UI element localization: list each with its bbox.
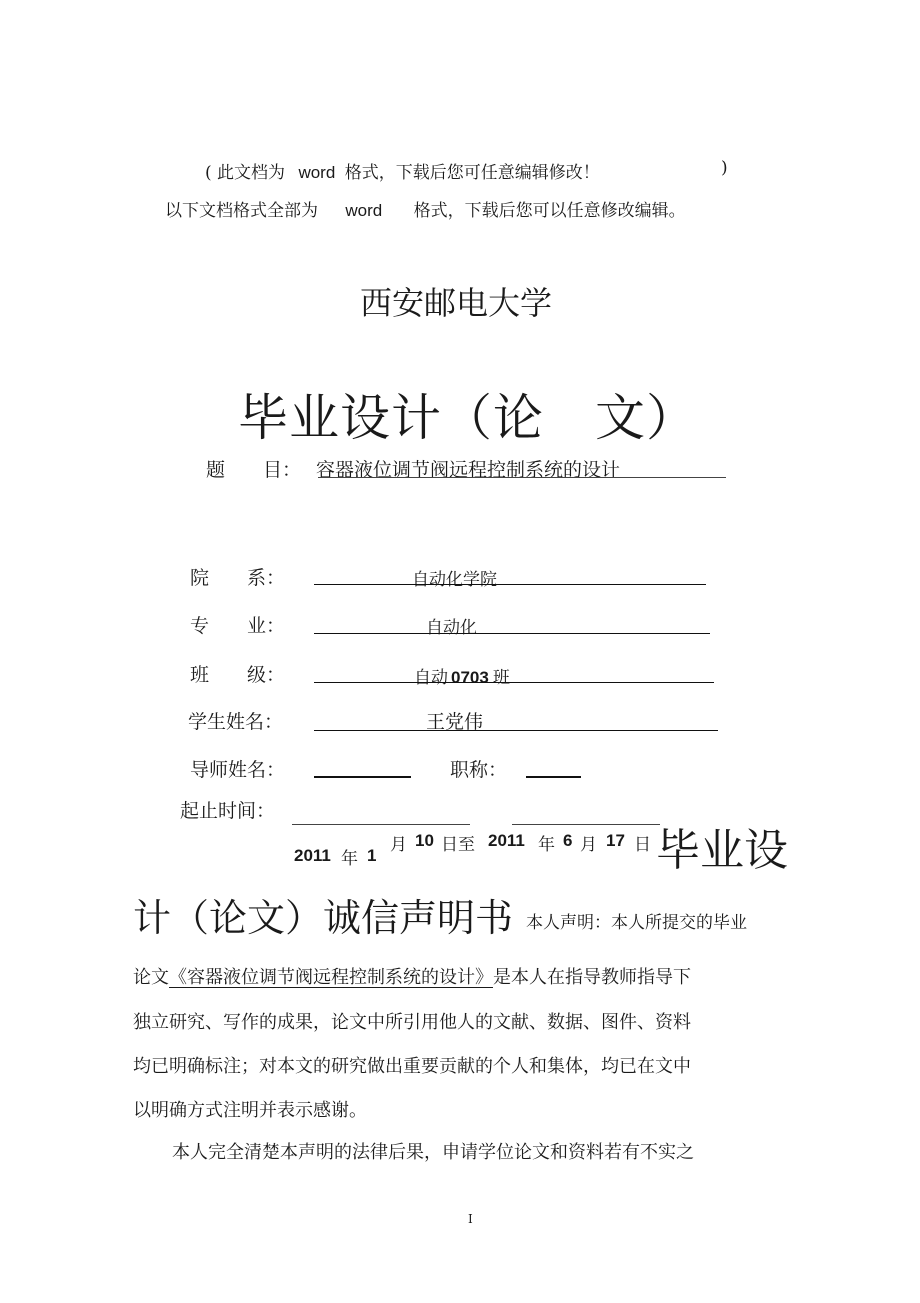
notice-open: ( 此文档为 [205, 163, 286, 183]
class-number: 0703 [451, 668, 489, 687]
declaration-line-2: 独立研究、写作的成果，论文中所引用他人的文献、数据、图件、资料 [133, 1012, 691, 1033]
declaration-line-1 [133, 963, 691, 989]
notice-line-2 [165, 196, 686, 221]
period-underline-1 [292, 824, 470, 825]
period-label: 起止时间： [180, 800, 276, 822]
date-end-year: 2011 [488, 831, 525, 850]
advisor-title-underline [526, 776, 581, 778]
title-label: 题 目： [206, 459, 302, 481]
major-label: 专 业： [190, 615, 286, 637]
class-value [414, 663, 510, 688]
declaration-heading-part2: 计（论文）诚信声明书 [133, 896, 514, 940]
date-yue-1: 月 [390, 835, 407, 855]
date-ri-zhi: 日至 [441, 835, 475, 855]
title-value: 容器液位调节阀远程控制系统的设计 [316, 459, 621, 481]
declaration-line-3: 均已明确标注；对本文的研究做出重要贡献的个人和集体，均已在文中 [133, 1056, 691, 1077]
date-start-day: 10 [415, 831, 434, 850]
department-label: 院 系： [190, 567, 286, 589]
date-yue-2: 月 [580, 835, 597, 855]
major-underline [314, 633, 710, 634]
notice-line-1 [205, 158, 600, 183]
major-value: 自动化 [426, 618, 477, 638]
period-underline-2 [512, 824, 660, 825]
date-start-year: 2011 [294, 846, 331, 865]
declaration-thesis-title: 《容器液位调节阀远程控制系统的设计》 [169, 967, 493, 988]
class-underline [314, 682, 714, 683]
declaration-line1-prefix: 论文 [133, 967, 169, 988]
student-value: 王党伟 [426, 711, 484, 733]
notice-close-paren: ) [721, 158, 728, 178]
declaration-line1-suffix: 是本人在指导教师指导下 [493, 967, 691, 988]
advisor-underline [314, 776, 411, 778]
date-nian-2: 年 [538, 835, 555, 855]
date-end-day: 17 [606, 831, 625, 850]
notice-text-2b: 格式，下载后您可以任意修改编辑。 [413, 201, 686, 221]
notice-word-1: word [298, 163, 336, 182]
declaration-line-5: 本人完全清楚本声明的法律后果，申请学位论文和资料若有不实之 [172, 1142, 694, 1163]
class-prefix: 自动 [414, 668, 448, 688]
title-underline [318, 477, 726, 478]
class-label: 班 级： [190, 664, 286, 686]
declaration-heading-part1: 毕业设 [656, 825, 788, 876]
department-value: 自动化学院 [412, 570, 497, 590]
notice-text-2a: 以下文档格式全部为 [165, 201, 318, 221]
advisor-title-label: 职称： [450, 759, 508, 781]
date-nian-1: 年 [341, 849, 358, 869]
advisor-label: 导师姓名： [190, 759, 286, 781]
class-suffix: 班 [492, 668, 510, 688]
thesis-heading: 毕业设计（论 文） [238, 389, 697, 447]
university-name: 西安邮电大学 [360, 284, 553, 322]
date-ri-2: 日 [634, 835, 651, 855]
student-underline [314, 730, 718, 731]
declaration-intro: 本人声明：本人所提交的毕业 [526, 913, 747, 933]
notice-text-1: 格式，下载后您可任意编辑修改！ [344, 163, 600, 183]
page-number: I [468, 1212, 473, 1226]
student-label: 学生姓名： [188, 711, 284, 733]
notice-word-2: word [345, 201, 383, 220]
date-start-month: 1 [367, 846, 377, 865]
date-end-month: 6 [563, 831, 573, 850]
declaration-line-4: 以明确方式注明并表示感谢。 [133, 1100, 367, 1121]
department-underline [314, 584, 706, 585]
